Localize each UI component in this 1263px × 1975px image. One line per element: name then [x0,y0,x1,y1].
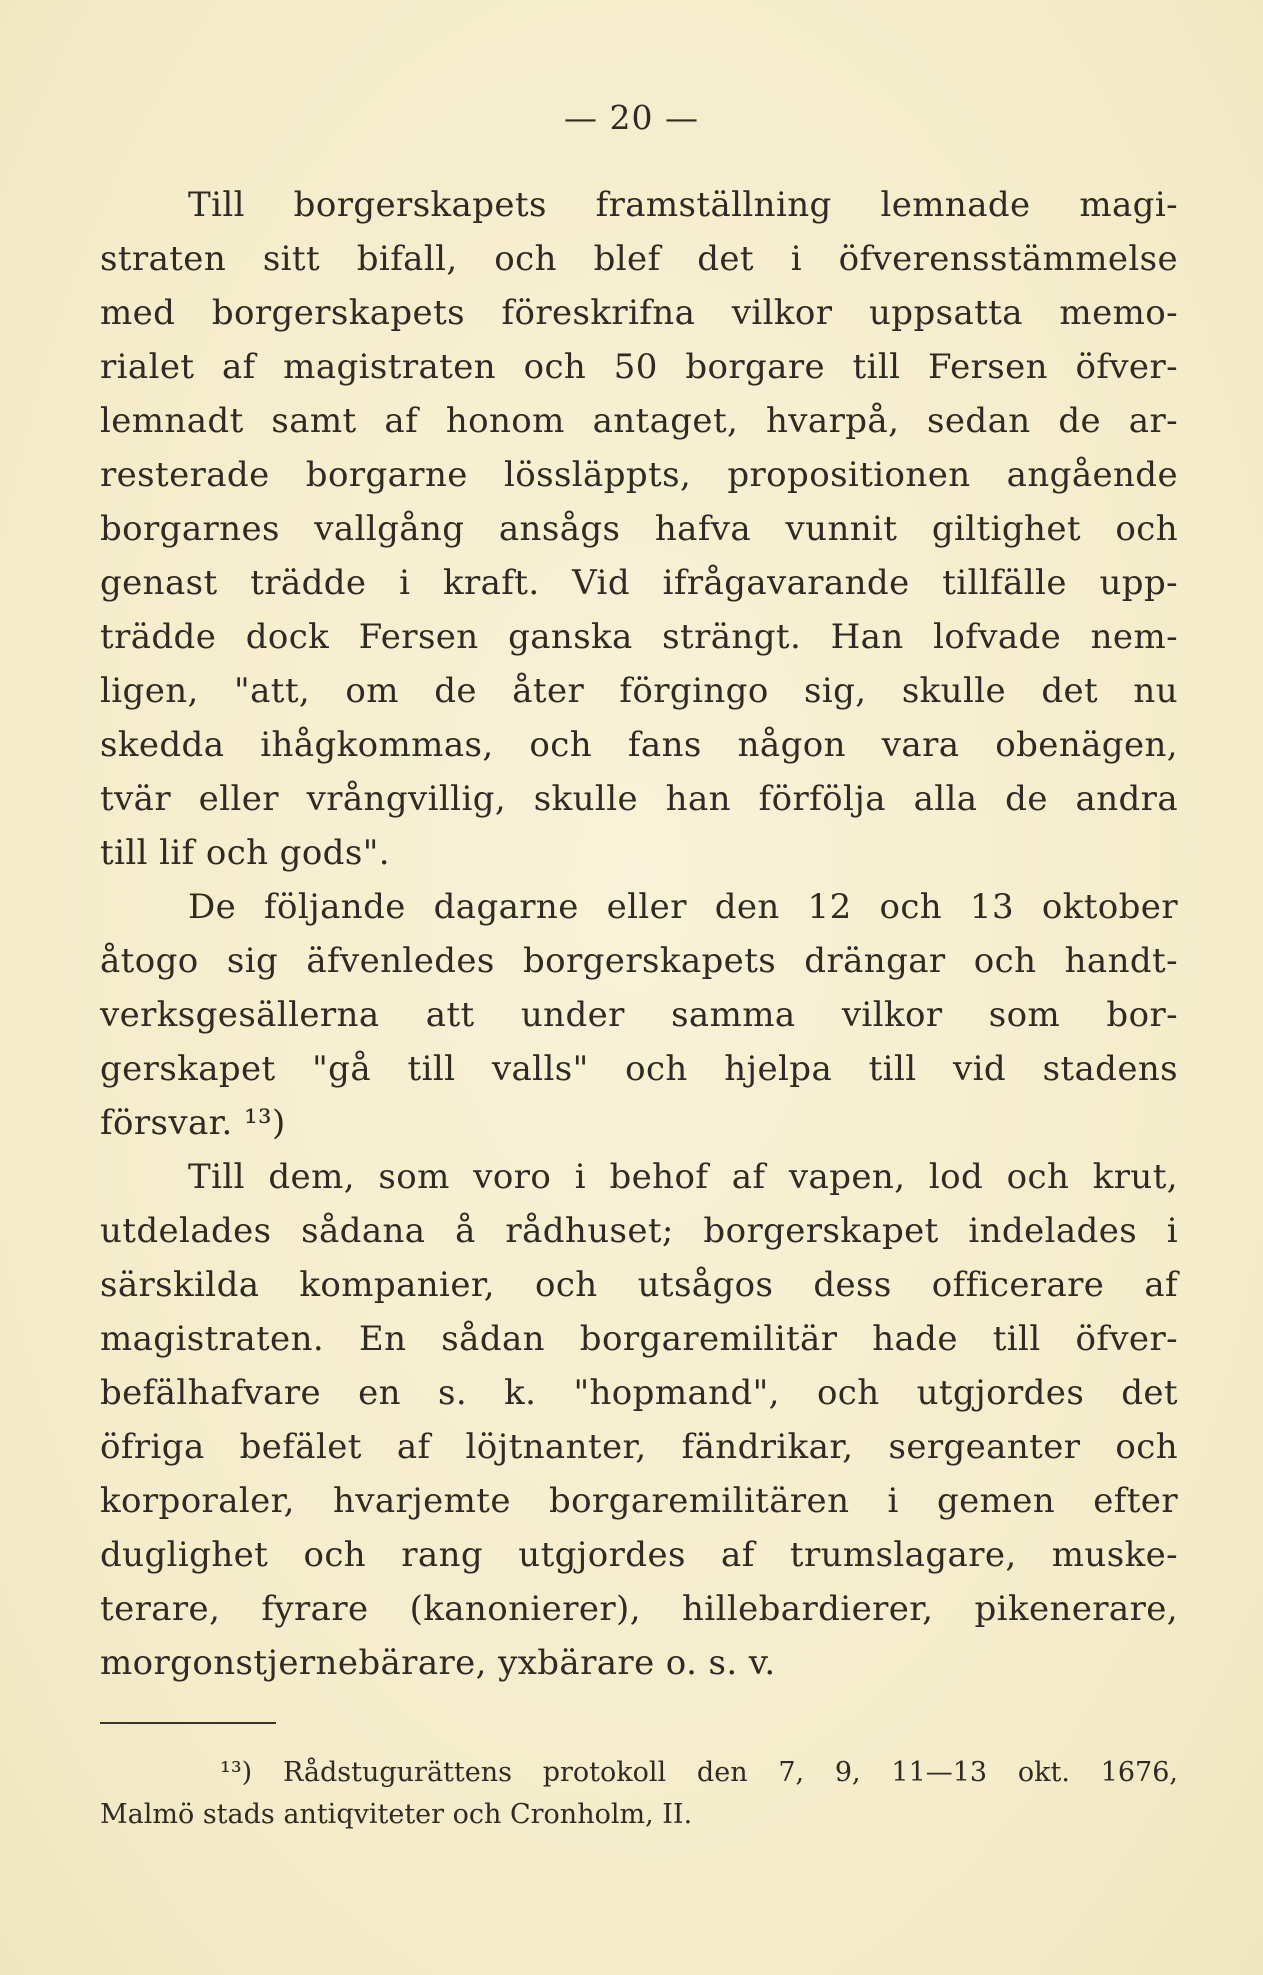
footnotes [100,1752,1178,1836]
text-line: skedda ihågkommas, och fans någon vara obenägen, [100,725,1178,765]
text-line-with-footnote-ref: försvar. ¹³) [100,1103,286,1143]
footnote-line: ¹³) Rådstugurättens protokoll den 7, 9, 11—13 okt. 1676, [220,1757,1178,1788]
text-line: korporaler, hvarjemte borgaremilitären i gemen efter [100,1481,1178,1521]
footnote-divider [100,1722,276,1724]
text-line: befälhafvare en s. k. "hopmand", och utgjordes det [100,1373,1178,1413]
text-line: terare, fyrare (kanonierer), hillebardierer, pikenerare, [100,1589,1178,1629]
page-number: — 20 — [564,98,699,137]
footnote-line: Malmö stads antiqviteter och Cronholm, II. [100,1799,693,1830]
text-line: särskilda kompanier, och utsågos dess officerare af [100,1265,1178,1305]
text-line: duglighet och rang utgjordes af trumslagare, muske- [100,1535,1178,1575]
text-line: utdelades sådana å rådhuset; borgerskapet indelades i [100,1211,1178,1251]
text-line: till lif och gods". [100,833,390,873]
text-line: Till dem, som voro i behof af vapen, lod och krut, [188,1157,1178,1197]
paragraph-3 [100,1150,1178,1690]
body-text [100,178,1178,1690]
text-line: tvär eller vrångvillig, skulle han förfölja alla de andra [100,779,1178,819]
text-line: trädde dock Fersen ganska strängt. Han lofvade nem- [100,617,1178,657]
footnote-13 [100,1752,1178,1836]
paragraph-1 [100,178,1178,880]
text-line: borgarnes vallgång ansågs hafva vunnit giltighet och [100,509,1178,549]
text-line: straten sitt bifall, och blef det i öfverensstämmelse [100,239,1178,279]
text-line: magistraten. En sådan borgaremilitär hade till öfver- [100,1319,1178,1359]
text-line: morgonstjernebärare, yxbärare o. s. v. [100,1643,776,1683]
text-line: med borgerskapets föreskrifna vilkor uppsatta memo- [100,293,1178,333]
text-line: gerskapet "gå till valls" och hjelpa till vid stadens [100,1049,1178,1089]
text-line: Till borgerskapets framställning lemnade magi- [188,185,1178,225]
text-line: öfriga befälet af löjtnanter, fändrikar, sergeanter och [100,1427,1178,1467]
text-line: verksgesällerna att under samma vilkor som bor- [100,995,1178,1035]
text-line: ligen, "att, om de åter förgingo sig, skulle det nu [100,671,1178,711]
text-line: åtogo sig äfvenledes borgerskapets drängar och handt- [100,941,1178,981]
text-line: resterade borgarne lössläppts, propositionen angående [100,455,1178,495]
text-line: De följande dagarne eller den 12 och 13 oktober [188,887,1178,927]
text-line: rialet af magistraten och 50 borgare till Fersen öfver- [100,347,1178,387]
text-line: genast trädde i kraft. Vid ifrågavarande tillfälle upp- [100,563,1178,603]
text-line: lemnadt samt af honom antaget, hvarpå, sedan de ar- [100,401,1178,441]
paragraph-2 [100,880,1178,1150]
